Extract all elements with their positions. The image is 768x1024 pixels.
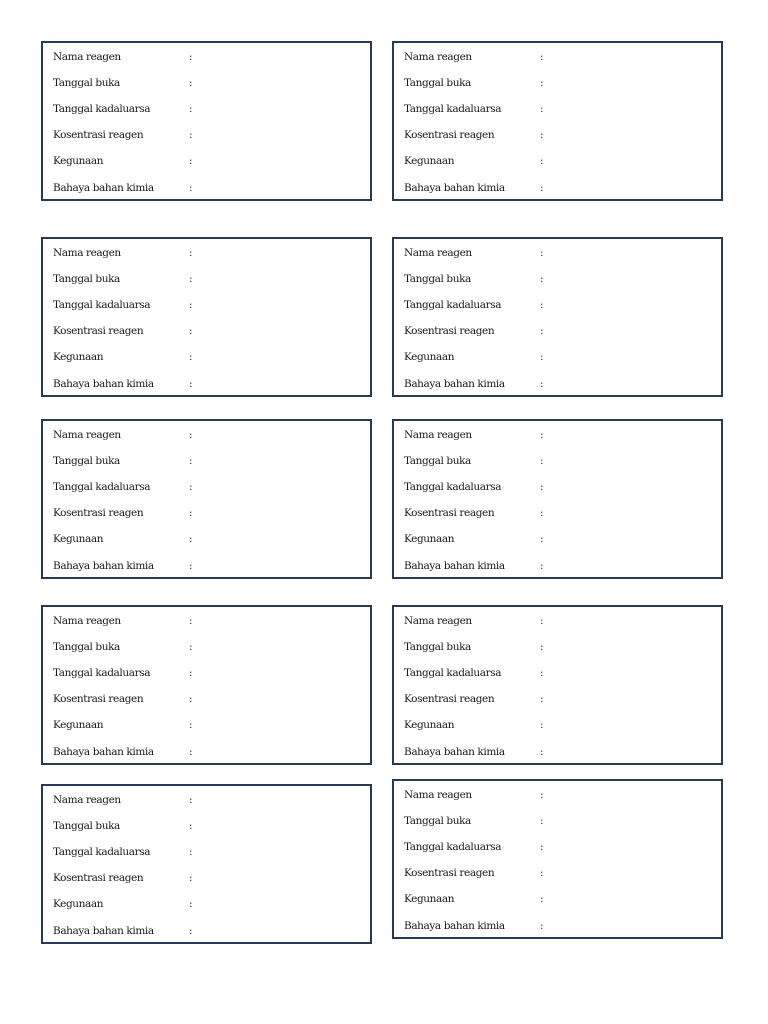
field-colon: : xyxy=(540,273,544,285)
field-colon: : xyxy=(540,815,544,827)
field-row-kosentrasi-reagen xyxy=(404,323,711,339)
field-label: Nama reagen xyxy=(404,51,472,63)
field-label: Bahaya bahan kimia xyxy=(404,920,505,932)
field-row-bahaya-bahan-kimia xyxy=(53,180,360,196)
field-label: Kegunaan xyxy=(404,155,455,167)
field-colon: : xyxy=(540,77,544,89)
field-label: Tanggal buka xyxy=(404,641,471,653)
field-colon: : xyxy=(540,155,544,167)
field-label: Nama reagen xyxy=(53,247,121,259)
field-colon: : xyxy=(189,77,193,89)
field-row-bahaya-bahan-kimia xyxy=(404,558,711,574)
field-label: Tanggal kadaluarsa xyxy=(404,103,502,115)
field-row-tanggal-buka xyxy=(53,75,360,91)
field-row-kegunaan xyxy=(404,891,711,907)
field-label: Nama reagen xyxy=(404,615,472,627)
field-row-bahaya-bahan-kimia xyxy=(404,376,711,392)
field-row-bahaya-bahan-kimia xyxy=(404,180,711,196)
field-colon: : xyxy=(540,867,544,879)
field-label: Tanggal buka xyxy=(53,273,120,285)
field-row-tanggal-buka xyxy=(404,639,711,655)
field-row-tanggal-kadaluarsa xyxy=(53,479,360,495)
field-label: Tanggal kadaluarsa xyxy=(53,481,151,493)
field-row-nama-reagen xyxy=(53,792,360,808)
field-label: Bahaya bahan kimia xyxy=(404,182,505,194)
field-colon: : xyxy=(189,693,193,705)
field-row-kosentrasi-reagen xyxy=(53,870,360,886)
field-colon: : xyxy=(540,533,544,545)
field-row-tanggal-kadaluarsa xyxy=(404,479,711,495)
field-colon: : xyxy=(540,247,544,259)
field-row-kegunaan xyxy=(53,717,360,733)
field-colon: : xyxy=(540,129,544,141)
reagent-label-card xyxy=(392,779,723,939)
reagent-label-card xyxy=(41,419,372,579)
field-row-kosentrasi-reagen xyxy=(53,505,360,521)
field-colon: : xyxy=(189,129,193,141)
field-colon: : xyxy=(189,925,193,937)
field-colon: : xyxy=(189,794,193,806)
field-colon: : xyxy=(189,155,193,167)
field-label: Tanggal kadaluarsa xyxy=(404,667,502,679)
field-label: Nama reagen xyxy=(53,794,121,806)
field-label: Nama reagen xyxy=(404,247,472,259)
field-row-nama-reagen xyxy=(53,245,360,261)
field-label: Kosentrasi reagen xyxy=(404,129,495,141)
field-colon: : xyxy=(189,667,193,679)
field-colon: : xyxy=(189,820,193,832)
field-label: Bahaya bahan kimia xyxy=(404,746,505,758)
field-label: Kosentrasi reagen xyxy=(53,693,144,705)
field-label: Nama reagen xyxy=(404,429,472,441)
field-row-kosentrasi-reagen xyxy=(404,127,711,143)
field-colon: : xyxy=(189,378,193,390)
field-row-nama-reagen xyxy=(404,787,711,803)
field-label: Kegunaan xyxy=(53,351,104,363)
field-colon: : xyxy=(189,560,193,572)
field-label: Tanggal kadaluarsa xyxy=(404,841,502,853)
field-row-tanggal-kadaluarsa xyxy=(53,665,360,681)
reagent-label-card xyxy=(392,237,723,397)
field-row-bahaya-bahan-kimia xyxy=(53,376,360,392)
field-row-nama-reagen xyxy=(404,49,711,65)
reagent-label-card xyxy=(41,605,372,765)
reagent-label-card xyxy=(41,41,372,201)
field-row-kegunaan xyxy=(404,153,711,169)
field-colon: : xyxy=(540,693,544,705)
field-row-tanggal-buka xyxy=(404,453,711,469)
field-colon: : xyxy=(189,719,193,731)
field-row-kegunaan xyxy=(53,153,360,169)
field-label: Bahaya bahan kimia xyxy=(53,378,154,390)
field-label: Kosentrasi reagen xyxy=(404,693,495,705)
field-label: Bahaya bahan kimia xyxy=(53,746,154,758)
field-row-bahaya-bahan-kimia xyxy=(53,923,360,939)
field-label: Nama reagen xyxy=(53,429,121,441)
field-row-nama-reagen xyxy=(53,427,360,443)
field-row-tanggal-kadaluarsa xyxy=(53,297,360,313)
field-label: Nama reagen xyxy=(53,51,121,63)
field-label: Tanggal kadaluarsa xyxy=(53,299,151,311)
field-row-kosentrasi-reagen xyxy=(404,691,711,707)
field-label: Bahaya bahan kimia xyxy=(404,378,505,390)
field-colon: : xyxy=(540,481,544,493)
field-colon: : xyxy=(189,299,193,311)
field-colon: : xyxy=(540,641,544,653)
field-colon: : xyxy=(189,846,193,858)
field-label: Bahaya bahan kimia xyxy=(53,560,154,572)
field-label: Kosentrasi reagen xyxy=(404,507,495,519)
field-colon: : xyxy=(189,746,193,758)
field-label: Kosentrasi reagen xyxy=(404,867,495,879)
field-colon: : xyxy=(540,893,544,905)
field-label: Kosentrasi reagen xyxy=(404,325,495,337)
field-colon: : xyxy=(540,455,544,467)
field-colon: : xyxy=(540,615,544,627)
field-colon: : xyxy=(540,299,544,311)
field-colon: : xyxy=(540,103,544,115)
reagent-label-card xyxy=(41,237,372,397)
field-colon: : xyxy=(189,507,193,519)
field-label: Tanggal buka xyxy=(53,77,120,89)
field-row-tanggal-buka xyxy=(404,813,711,829)
field-colon: : xyxy=(189,325,193,337)
field-row-kosentrasi-reagen xyxy=(53,127,360,143)
field-colon: : xyxy=(189,615,193,627)
field-row-kosentrasi-reagen xyxy=(53,691,360,707)
field-label: Kegunaan xyxy=(404,533,455,545)
field-colon: : xyxy=(540,325,544,337)
field-label: Kegunaan xyxy=(404,893,455,905)
field-row-nama-reagen xyxy=(404,245,711,261)
field-row-nama-reagen xyxy=(404,427,711,443)
field-row-kegunaan xyxy=(404,531,711,547)
field-row-bahaya-bahan-kimia xyxy=(404,744,711,760)
field-row-tanggal-kadaluarsa xyxy=(53,101,360,117)
field-row-kegunaan xyxy=(404,349,711,365)
field-row-bahaya-bahan-kimia xyxy=(53,744,360,760)
field-label: Kosentrasi reagen xyxy=(53,507,144,519)
field-colon: : xyxy=(189,481,193,493)
field-label: Kegunaan xyxy=(53,155,104,167)
field-label: Nama reagen xyxy=(404,789,472,801)
field-colon: : xyxy=(540,719,544,731)
field-row-kegunaan xyxy=(53,349,360,365)
field-colon: : xyxy=(189,533,193,545)
field-colon: : xyxy=(189,455,193,467)
field-colon: : xyxy=(540,429,544,441)
field-colon: : xyxy=(540,378,544,390)
field-label: Kegunaan xyxy=(404,351,455,363)
field-colon: : xyxy=(540,351,544,363)
field-label: Tanggal buka xyxy=(404,77,471,89)
field-colon: : xyxy=(189,351,193,363)
field-row-kosentrasi-reagen xyxy=(53,323,360,339)
field-row-tanggal-buka xyxy=(53,453,360,469)
field-colon: : xyxy=(189,103,193,115)
field-row-bahaya-bahan-kimia xyxy=(53,558,360,574)
field-label: Nama reagen xyxy=(53,615,121,627)
field-colon: : xyxy=(189,273,193,285)
field-row-tanggal-buka xyxy=(53,818,360,834)
field-label: Tanggal kadaluarsa xyxy=(404,299,502,311)
field-colon: : xyxy=(189,641,193,653)
field-row-kosentrasi-reagen xyxy=(404,505,711,521)
field-row-nama-reagen xyxy=(404,613,711,629)
field-row-tanggal-kadaluarsa xyxy=(404,665,711,681)
field-label: Kegunaan xyxy=(53,898,104,910)
reagent-label-card xyxy=(392,419,723,579)
field-row-nama-reagen xyxy=(53,613,360,629)
field-label: Kegunaan xyxy=(53,533,104,545)
field-label: Bahaya bahan kimia xyxy=(53,182,154,194)
field-label: Tanggal kadaluarsa xyxy=(53,846,151,858)
field-label: Bahaya bahan kimia xyxy=(53,925,154,937)
field-row-nama-reagen xyxy=(53,49,360,65)
field-label: Tanggal buka xyxy=(404,273,471,285)
field-colon: : xyxy=(540,507,544,519)
field-label: Tanggal kadaluarsa xyxy=(53,103,151,115)
field-row-bahaya-bahan-kimia xyxy=(404,918,711,934)
field-label: Kosentrasi reagen xyxy=(53,872,144,884)
field-row-tanggal-buka xyxy=(53,639,360,655)
field-row-tanggal-kadaluarsa xyxy=(404,101,711,117)
field-row-kosentrasi-reagen xyxy=(404,865,711,881)
field-row-tanggal-kadaluarsa xyxy=(404,297,711,313)
field-row-tanggal-buka xyxy=(404,75,711,91)
field-row-tanggal-kadaluarsa xyxy=(53,844,360,860)
field-colon: : xyxy=(540,841,544,853)
field-label: Tanggal buka xyxy=(404,815,471,827)
field-label: Kegunaan xyxy=(53,719,104,731)
field-colon: : xyxy=(540,182,544,194)
field-row-kegunaan xyxy=(53,531,360,547)
field-colon: : xyxy=(189,51,193,63)
field-colon: : xyxy=(540,51,544,63)
field-colon: : xyxy=(540,746,544,758)
field-label: Tanggal kadaluarsa xyxy=(404,481,502,493)
field-colon: : xyxy=(540,560,544,572)
reagent-label-card xyxy=(41,784,372,944)
field-colon: : xyxy=(189,898,193,910)
field-row-kegunaan xyxy=(53,896,360,912)
field-colon: : xyxy=(189,182,193,194)
field-label: Bahaya bahan kimia xyxy=(404,560,505,572)
field-label: Kegunaan xyxy=(404,719,455,731)
field-label: Tanggal buka xyxy=(404,455,471,467)
field-colon: : xyxy=(540,789,544,801)
field-label: Kosentrasi reagen xyxy=(53,325,144,337)
field-colon: : xyxy=(540,920,544,932)
reagent-label-card xyxy=(392,41,723,201)
reagent-label-card xyxy=(392,605,723,765)
field-colon: : xyxy=(540,667,544,679)
field-label: Tanggal buka xyxy=(53,455,120,467)
field-label: Tanggal kadaluarsa xyxy=(53,667,151,679)
field-row-tanggal-buka xyxy=(404,271,711,287)
field-row-kegunaan xyxy=(404,717,711,733)
field-colon: : xyxy=(189,247,193,259)
field-label: Tanggal buka xyxy=(53,820,120,832)
field-row-tanggal-kadaluarsa xyxy=(404,839,711,855)
field-row-tanggal-buka xyxy=(53,271,360,287)
field-label: Kosentrasi reagen xyxy=(53,129,144,141)
field-colon: : xyxy=(189,429,193,441)
field-label: Tanggal buka xyxy=(53,641,120,653)
field-colon: : xyxy=(189,872,193,884)
